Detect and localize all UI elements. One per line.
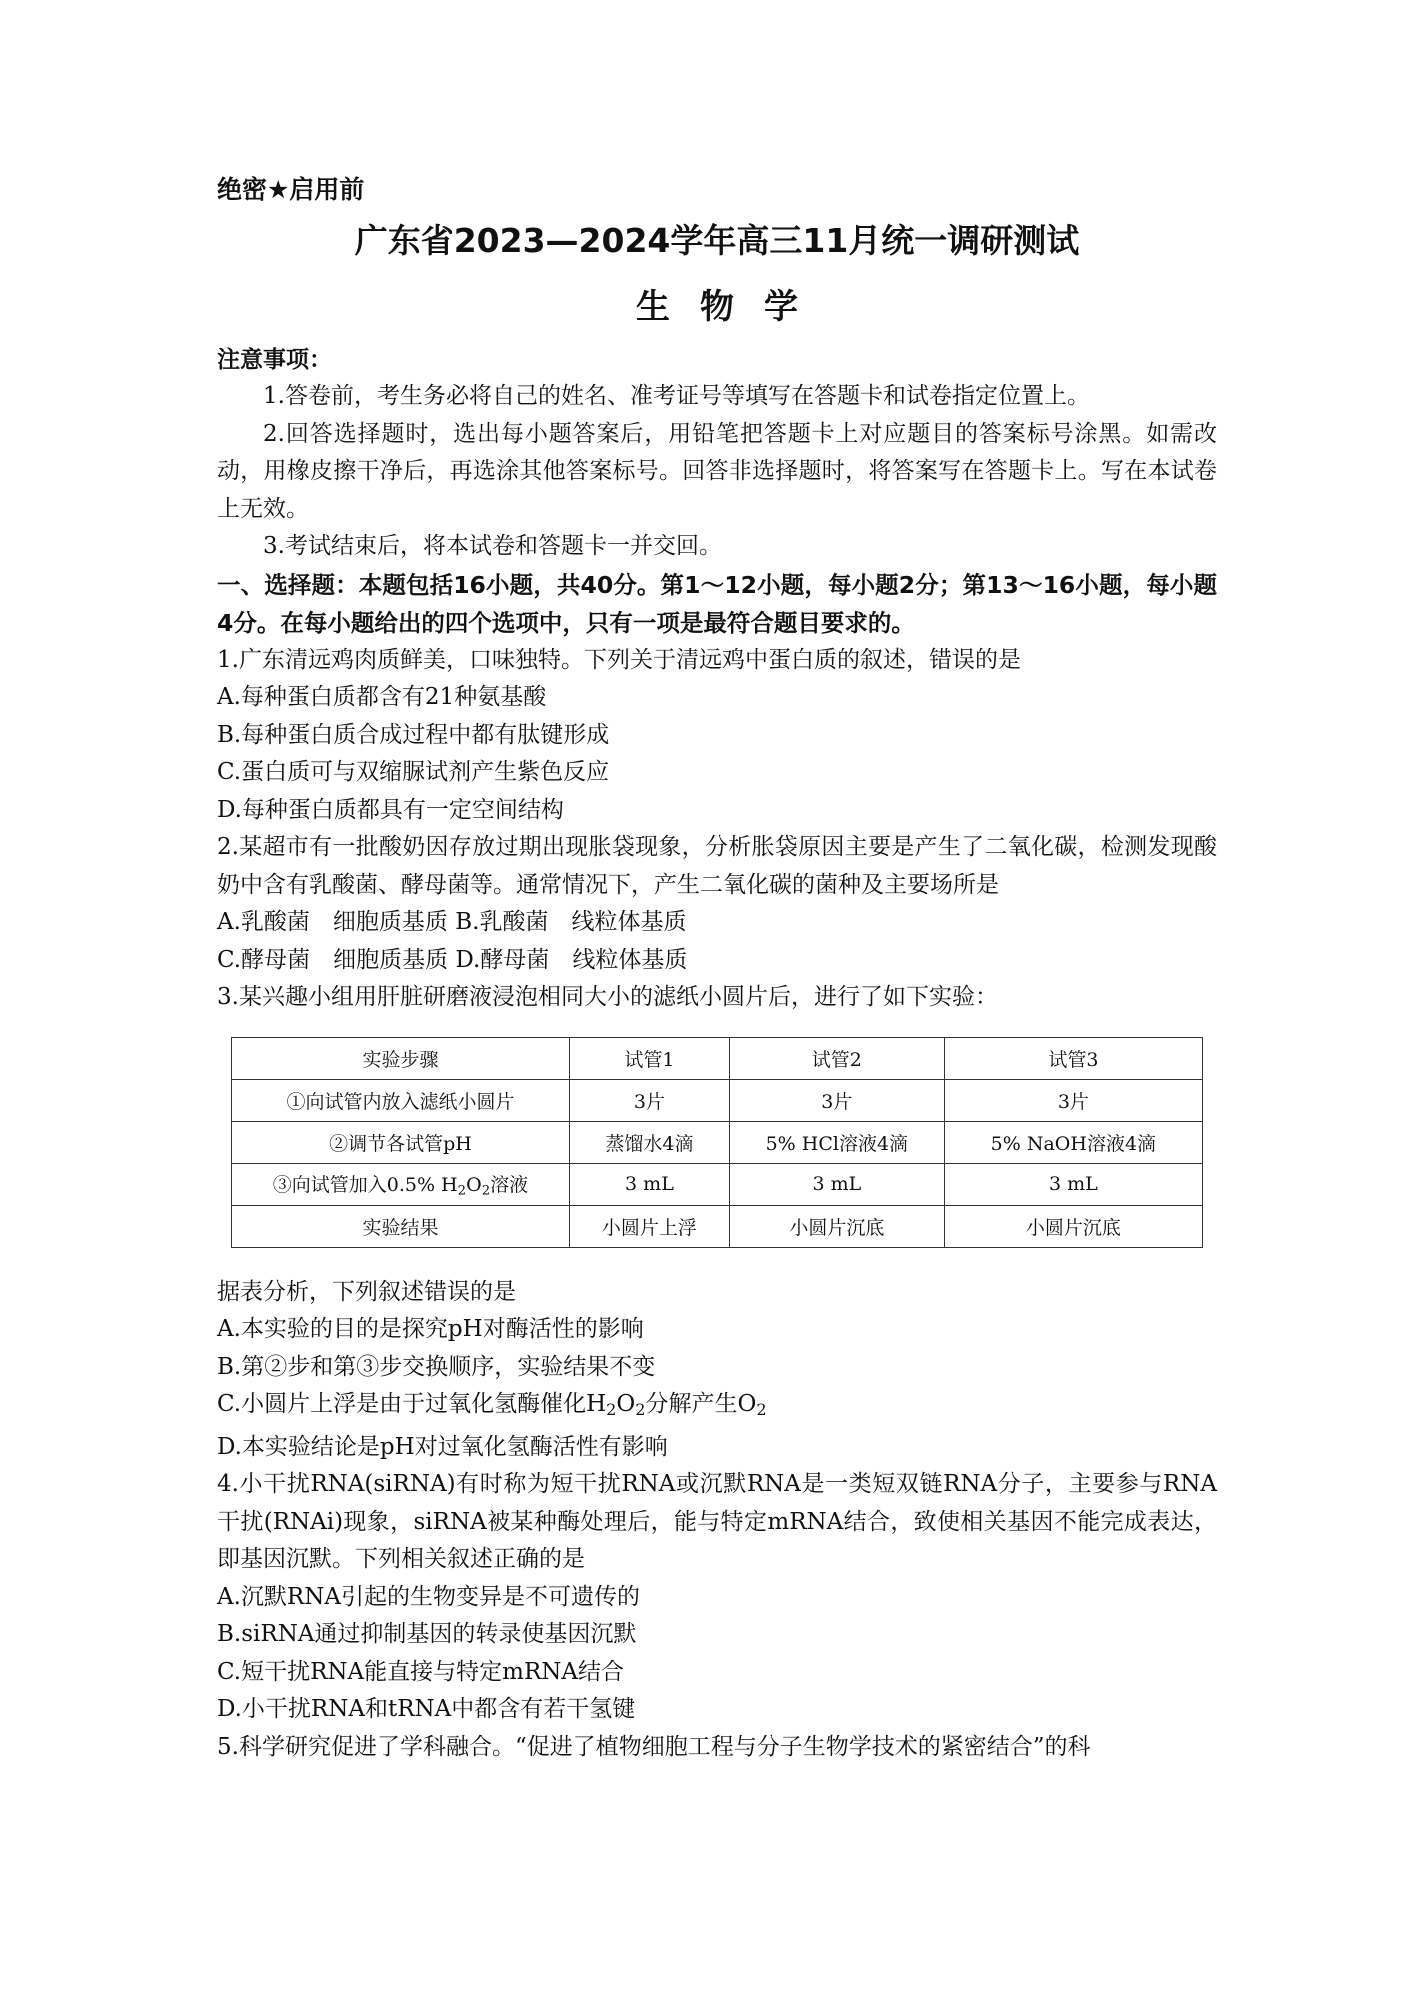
table-row <box>232 1121 1203 1163</box>
q3-option-d: D.本实验结论是pH对过氧化氢酶活性有影响 <box>217 1433 668 1460</box>
table-cell: 试管1 <box>569 1037 729 1079</box>
table-cell: 3 mL <box>944 1163 1202 1205</box>
table-cell: 实验步骤 <box>232 1037 570 1079</box>
q3-prompt: 据表分析，下列叙述错误的是 <box>217 1278 516 1305</box>
q4-option-d: D.小干扰RNA和tRNA中都含有若干氢键 <box>217 1696 636 1723</box>
h2o2-step-text: O <box>466 1173 482 1196</box>
table-cell: 小圆片沉底 <box>729 1205 944 1247</box>
q3-experiment-table <box>231 1037 1203 1248</box>
table-cell: ①向试管内放入滤纸小圆片 <box>232 1079 570 1121</box>
q3-option-c-text: 分解产生O <box>645 1391 757 1417</box>
table-row <box>232 1163 1203 1205</box>
table-cell: 3片 <box>729 1079 944 1121</box>
q4-option-b: B.siRNA通过抑制基因的转录使基因沉默 <box>217 1621 637 1648</box>
table-cell: 5% NaOH溶液4滴 <box>944 1121 1202 1163</box>
exam-subject: 生物学 <box>636 287 828 327</box>
table-cell: 5% HCl溶液4滴 <box>729 1121 944 1163</box>
q5-stem: 5.科学研究促进了学科融合。“促进了植物细胞工程与分子生物学技术的紧密结合”的科 <box>217 1733 1091 1760</box>
q2-options-row-2: C.酵母菌 细胞质基质 D.酵母菌 线粒体基质 <box>217 946 688 973</box>
table-cell: 小圆片沉底 <box>944 1205 1202 1247</box>
q4-option-a: A.沉默RNA引起的生物变异是不可遗传的 <box>217 1583 640 1610</box>
q2-stem: 2.某超市有一批酸奶因存放过期出现胀袋现象，分析胀袋原因主要是产生了二氧化碳，检测发现酸奶中含有乳酸菌、酵母菌等。通常情况下，产生二氧化碳的菌种及主要场所是 <box>217 834 1217 898</box>
table-cell: 小圆片上浮 <box>569 1205 729 1247</box>
confidential-label: 绝密★启用前 <box>217 175 365 204</box>
h2o2-step-text: 溶液 <box>490 1173 529 1196</box>
table-cell: 实验结果 <box>232 1205 570 1247</box>
table-row <box>232 1037 1203 1079</box>
q3-stem: 3.某兴趣小组用肝脏研磨液浸泡相同大小的滤纸小圆片后，进行了如下实验： <box>217 984 998 1010</box>
q1-option-c: C.蛋白质可与双缩脲试剂产生紫色反应 <box>217 759 610 785</box>
q1-stem: 1.广东清远鸡肉质鲜美，口味独特。下列关于清远鸡中蛋白质的叙述，错误的是 <box>217 646 1021 673</box>
q4-stem: 4.小干扰RNA(siRNA)有时称为短干扰RNA或沉默RNA是一类短双链RNA分子，主要参与RNA干扰(RNAi)现象，siRNA被某种酶处理后，能与特定mRNA结合，致使相关基因不能完成表达，即基因沉默。下列相关叙述正确的是 <box>217 1471 1217 1573</box>
table-cell: 3片 <box>944 1079 1202 1121</box>
q1-option-d: D.每种蛋白质都具有一定空间结构 <box>217 796 564 823</box>
q3-option-b: B.第②步和第③步交换顺序，实验结果不变 <box>217 1353 656 1380</box>
q2-options-row-1: A.乳酸菌 细胞质基质 B.乳酸菌 线粒体基质 <box>217 909 687 935</box>
notice-item-3: 3.考试结束后，将本试卷和答题卡一并交回。 <box>263 533 722 559</box>
q3-option-c-text: O <box>616 1391 636 1417</box>
subscript: 2 <box>756 1400 767 1420</box>
q3-option-c-text: C.小圆片上浮是由于过氧化氢酶催化H <box>217 1391 607 1417</box>
table-row <box>232 1205 1203 1247</box>
notice-item-2: 2.回答选择题时，选出每小题答案后，用铅笔把答题卡上对应题目的答案标号涂黑。如需改动，用橡皮擦干净后，再选涂其他答案标号。回答非选择题时，将答案写在答题卡上。写在本试卷上无效。 <box>217 420 1217 522</box>
table-cell: 试管2 <box>729 1037 944 1079</box>
subscript: 2 <box>457 1183 467 1199</box>
subscript: 2 <box>635 1400 646 1420</box>
table-cell: 3 mL <box>729 1163 944 1205</box>
table-row <box>232 1079 1203 1121</box>
h2o2-step-text: ③向试管加入0.5% H <box>272 1173 458 1196</box>
subscript: 2 <box>606 1400 617 1420</box>
table-cell-h2o2-step <box>232 1163 570 1205</box>
page-content <box>217 170 1217 1766</box>
exam-title: 广东省2023—2024学年高三11月统一调研测试 <box>354 221 1080 260</box>
q1-option-a: A.每种蛋白质都含有21种氨基酸 <box>217 684 547 710</box>
q3-table-wrapper <box>231 1037 1217 1248</box>
table-cell: 蒸馏水4滴 <box>569 1121 729 1163</box>
q3-option-a: A.本实验的目的是探究pH对酶活性的影响 <box>217 1316 644 1342</box>
q4-option-c: C.短干扰RNA能直接与特定mRNA结合 <box>217 1658 625 1685</box>
notice-heading: 注意事项： <box>217 347 332 373</box>
table-cell: 试管3 <box>944 1037 1202 1079</box>
table-cell: 3 mL <box>569 1163 729 1205</box>
q1-option-b: B.每种蛋白质合成过程中都有肽键形成 <box>217 721 610 748</box>
notice-item-1: 1.答卷前，考生务必将自己的姓名、准考证号等填写在答题卡和试卷指定位置上。 <box>263 383 1090 409</box>
subscript: 2 <box>481 1183 491 1199</box>
table-cell: ②调节各试管pH <box>232 1121 570 1163</box>
table-cell: 3片 <box>569 1079 729 1121</box>
q3-option-c <box>217 1386 1217 1429</box>
section-1-title: 一、选择题：本题包括16小题，共40分。第1～12小题，每小题2分；第13～16小题，每小题4分。在每小题给出的四个选项中，只有一项是最符合题目要求的。 <box>217 570 1217 637</box>
